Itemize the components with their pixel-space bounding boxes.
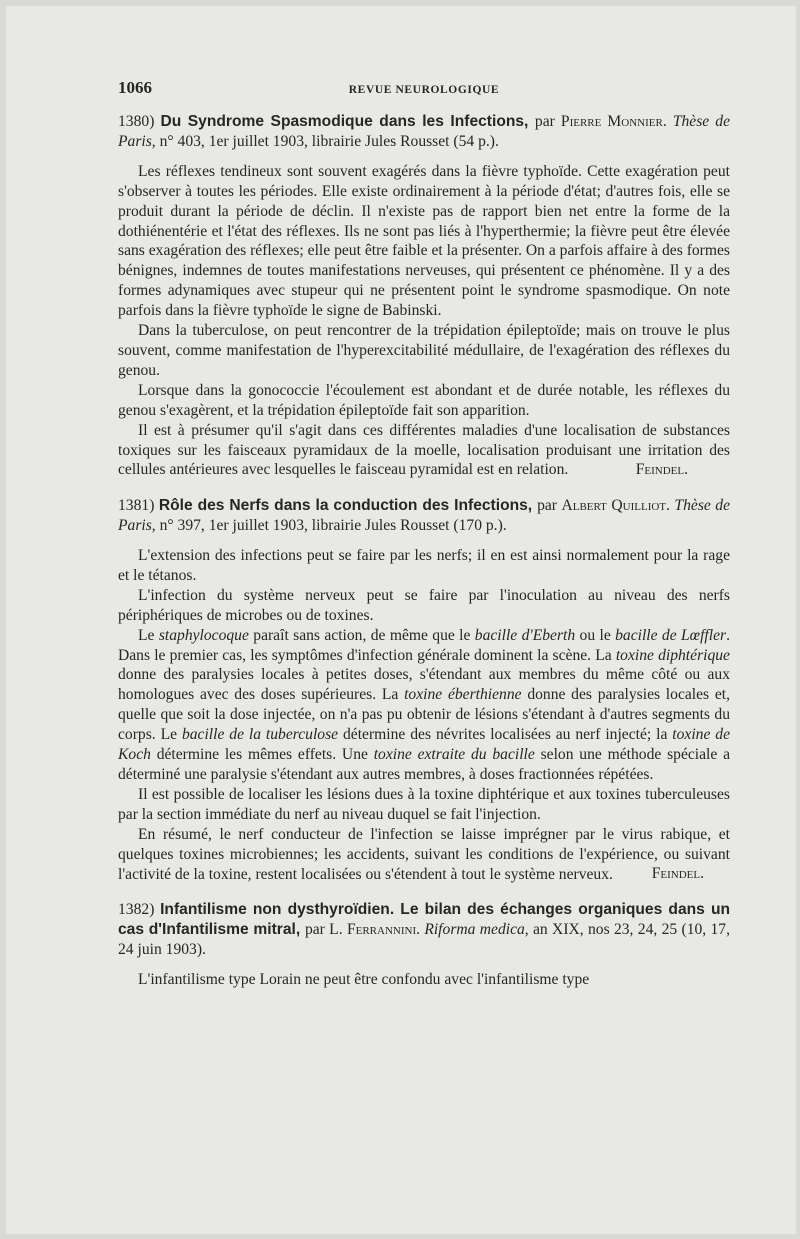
article-number: 1382) — [118, 901, 161, 919]
species-name: bacille d'Eberth — [474, 626, 576, 644]
text-run: donne des paralysies locales et, quelle que soit la dose injectée, on n'a pas pu obtenir de lésions s'étendant à d'autres segments du corps. Le — [118, 686, 731, 744]
article-author: Albert Quilliot. — [561, 497, 675, 515]
signature: Feindel. — [651, 865, 704, 883]
paragraph: L'infection du système nerveux peut se faire par l'inoculation au niveau des nerfs périphériques de microbes ou de toxines. — [118, 586, 730, 624]
paragraph: Les réflexes tendineux sont souvent exagérés dans la fièvre typhoïde. Cette exagération peut s'observer à toutes les périodes. Elle existe ordinairement à la période d'état; d'autres fois, elle se produit durant la période de déclin. Il n'existe pas de rapport bien net entre la forme de la dothiénentérie et l'état des réflexes. Ils ne sont pas liés à l'hyperthermie; la fièvre peut être élevée sans exagération des réflexes; elle peut être faible et la présenter. On a parfois affaire à des formes bénignes, indemnes de toutes manifestations nerveuses, qui présentent ce phénomène. Il y a des formes adynamiques avec stupeur qui ne présentent point le syndrome spasmodique. On note parfois dans la fièvre typhoïde le signe de Babinski. — [118, 162, 730, 320]
page-number: 1066 — [118, 78, 152, 97]
text-run: détermine des névrites localisées au nerf injecté; la — [338, 726, 673, 744]
species-name: toxine extraite du bacille — [373, 746, 535, 764]
scanned-page — [6, 6, 796, 1234]
paragraph-species — [118, 626, 730, 785]
article-title: Rôle des Nerfs dans la conduction des Infections, — [158, 497, 538, 515]
article-details: n° 403, 1er juillet 1903, librairie Jules Rousset (54 p.). — [159, 132, 499, 150]
article-1381 — [118, 496, 730, 884]
article-number: 1380) — [118, 113, 161, 130]
text-run: détermine les mêmes effets. Une — [150, 746, 374, 764]
text-run: paraît sans action, de même que le — [248, 626, 475, 644]
species-name: bacille de Lœffler — [615, 626, 727, 644]
byline-prefix: par L. — [304, 921, 347, 939]
paragraph: En résumé, le nerf conducteur de l'infection se laisse imprégner par le virus rabique, et quelques toxines microbiennes; les accidents, suivant les conditions de l'expérience, ou suivant l'activité de la toxine, restent localisées ou s'étendent à tout le système nerveux. — [118, 825, 730, 883]
article-citation: Thèse de Paris, — [118, 113, 731, 150]
paragraph: L'infantilisme type Lorain ne peut être confondu avec l'infantilisme type — [138, 971, 590, 989]
article-details: n° 397, 1er juillet 1903, librairie Jules Rousset (170 p.). — [159, 517, 507, 535]
article-heading — [118, 900, 730, 960]
text-run: donne des paralysies locales à petites doses, s'étendant aux membres du même côté ou aux homologues avec des doses supérieures. La — [118, 666, 730, 704]
article-citation: Thèse de Paris, — [118, 497, 731, 535]
species-name: toxine de Koch — [118, 726, 731, 764]
paragraph: Il est à présumer qu'il s'agit dans ces différentes maladies d'une localisation de substances toxiques sur les faisceaux pyramidaux de la moelle, localisation produisant une irritation des cellules antérieures avec lesquelles le faisceau pyramidal est en relation. — [118, 421, 730, 479]
text-run: . Dans le premier cas, les symptômes d'infection générale dominent la scène. La — [118, 626, 730, 664]
article-title: Du Syndrome Spasmodique dans les Infections, — [160, 113, 535, 130]
paragraph: Lorsque dans la gonococcie l'écoulement est abondant et de durée notable, les réflexes du genou s'exagèrent, et la trépidation épileptoïde fait son apparition. — [118, 381, 730, 419]
page-content — [118, 72, 730, 990]
species-name: toxine éberthienne — [404, 686, 522, 704]
page-header — [118, 72, 730, 102]
running-title: REVUE NEUROLOGIQUE — [348, 84, 500, 96]
paragraph: Il est possible de localiser les lésions dues à la toxine diphtérique et aux toxines tuberculeuses par la section immédiate du nerf au niveau duquel se fait l'injection. — [118, 785, 730, 823]
species-name: bacille de la tuberculose — [181, 726, 339, 744]
article-1382 — [118, 900, 730, 990]
text-run: selon une méthode spéciale a déterminé une paralysie s'étendant aux autres membres, à doses fractionnées répétées. — [118, 746, 730, 783]
article-heading — [118, 112, 730, 152]
species-name: toxine diphtérique — [615, 646, 730, 664]
article-1380 — [118, 112, 730, 480]
species-name: staphylocoque — [158, 626, 249, 644]
byline-prefix: par — [534, 113, 561, 130]
text-run: ou le — [575, 626, 616, 644]
paragraph: L'extension des infections peut se faire par les nerfs; il en est ainsi normalement pour la rage et le tétanos. — [118, 547, 730, 584]
article-number: 1381) — [118, 497, 159, 515]
article-author: Ferrannini. — [346, 921, 425, 939]
article-author: Pierre Monnier. — [560, 113, 673, 130]
article-title: Infantilisme non dysthyroïdien. Le bilan des échanges organiques dans un cas d'Infantilisme mitral, — [118, 901, 730, 939]
byline-prefix: par — [537, 497, 562, 515]
article-citation: Riforma medica, — [424, 921, 534, 939]
paragraph: Dans la tuberculose, on peut rencontrer de la trépidation épileptoïde; mais on trouve le plus souvent, comme manifestation de l'hyperexcitabilité médullaire, de l'exagération des réflexes du genou. — [118, 322, 730, 379]
article-details: an XIX, nos 23, 24, 25 (10, 17, 24 juin 1903). — [118, 921, 730, 959]
signature: Feindel. — [635, 461, 688, 479]
text-run: Le — [138, 626, 159, 644]
article-heading — [118, 496, 730, 536]
